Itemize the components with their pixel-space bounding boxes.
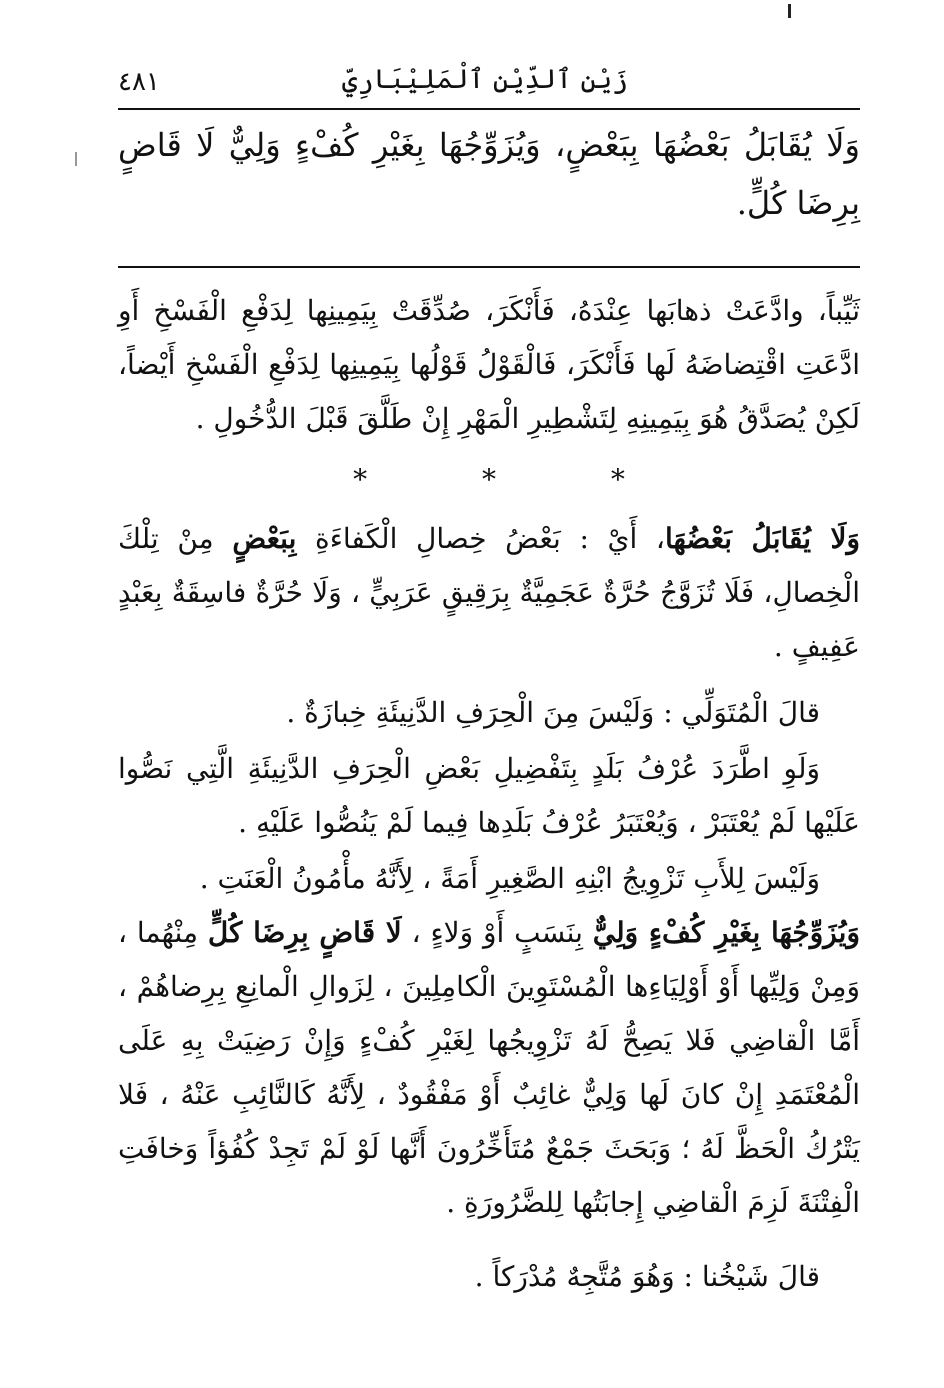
quoted-matn: لَا قَاضٍ بِرِضَا كُلٍّ (207, 916, 402, 949)
separator-star: * (610, 463, 625, 496)
separator-star: * (482, 463, 496, 496)
commentary-text: قالَ شَيْخُنا : وَهُوَ مُتَّجِهٌ مُدْرَكاً . (474, 1260, 820, 1293)
commentary-text: مِنْ تِلْكَ الْخِصالِ، فَلَا تُزَوَّجُ حُرَّةٌ عَجَمِيَّةٌ بِرَقِيقٍ عَرَبِيٍّ ، وَلَا حُرَّةٌ فاسِقَةٌ بِعَبْدٍ عَفِيفٍ . (118, 522, 860, 663)
commentary-text-block (118, 512, 860, 674)
commentary-text: وَلَيْسَ لِلأَبِ تَزْوِيجُ ابْنِهِ الصَّغِيرِ أَمَةً ، لِأَنَّهُ مأْمُونُ الْعَنَتِ . (199, 862, 820, 895)
commentary-text: قالَ الْمُتَوَلِّي : وَلَيْسَ مِنَ الْحِرَفِ الدَّنِيئَةِ خِبازَةٌ . (286, 696, 820, 729)
quoted-matn: وَلَا يُقَابَلُ بَعْضُهَا (664, 522, 861, 555)
commentary-paragraph-7 (118, 1250, 860, 1304)
commentary-text: ، أَيْ : بَعْضُ خِصالِ الْكَفاءَةِ (296, 522, 665, 555)
commentary-text: ثَيِّباً، وادَّعَتْ ذهابَها عِنْدَهُ، فَأَنْكَرَ، صُدِّقَتْ بِيَمِينِها لِدَفْعِ الْفَسْخِ أَوِ ادَّعَتِ اقْتِضاضَهُ لَها فَأَنْكَرَ، فَالْقَوْلُ قَوْلُها بِيَمِينِها لِدَفْعِ الْفَسْخِ أَيْضاً، لَكِنْ يُصَدَّقُ هُوَ بِيَمِينِهِ لِتَشْطِيرِ الْمَهْرِ إِنْ طَلَّقَ قَبْلَ الدُّخُولِ . (118, 294, 860, 435)
margin-mark (75, 152, 77, 166)
section-separator (118, 462, 860, 498)
commentary-text: بِنَسَبٍ أَوْ وَلاءٍ ، (401, 916, 593, 949)
page-edge-mark (788, 4, 791, 18)
commentary-paragraph-6 (118, 906, 860, 1230)
commentary-paragraph-3 (118, 686, 860, 740)
separator-star: * (353, 463, 368, 496)
commentary-paragraph-5 (118, 852, 860, 906)
commentary-paragraph-4 (118, 742, 860, 850)
quoted-matn: بِبَعْضٍ (232, 522, 297, 555)
main-text: وَلَا يُقَابَلُ بَعْضُهَا بِبَعْضٍ، وَيُزَوِّجُهَا بِغَيْرِ كُفْءٍ وَلِيٌّ لَا قَاضٍ بِرِضَا كُلٍّ. (118, 126, 860, 222)
commentary-divider (118, 266, 860, 268)
commentary-paragraph-2 (118, 512, 860, 674)
header-title: زَيْنِ ٱلدِّيْنِ ٱلْمَلِيْبَارِيِّ (341, 64, 628, 95)
commentary-text: وَلَوِ اطَّرَدَ عُرْفُ بَلَدٍ بِتَفْضِيلِ بَعْضِ الْحِرَفِ الدَّنِيئَةِ الَّتِي نَصُّوا عَلَيْها لَمْ يُعْتَبَرْ ، وَيُعْتَبَرُ عُرْفُ بَلَدِها فِيما لَمْ يَنُصُّوا عَلَيْهِ . (118, 752, 860, 839)
page-number: ٤٨١ (118, 67, 160, 97)
header-rule (118, 108, 860, 110)
commentary-text: مِنْهُما ، وَمِنْ وَلِيِّها أَوْ أَوْلِيَاءِها الْمُسْتَوِينَ الْكامِلِينَ ، لِزَوالِ الْمانِعِ بِرِضاهُمْ ، أَمَّا الْقاضِي فَلا يَصِحُّ لَهُ تَزْوِيجُها لِغَيْرِ كُفْءٍ وَإِنْ رَضِيَتْ بِهِ عَلَى الْمُعْتَمَدِ إِنْ كانَ لَها وَلِيٌّ غائِبٌ أَوْ مَفْقُودٌ ، لِأَنَّهُ كَالنَّائِبِ عَنْهُ ، فَلا يَتْرُكُ الْحَظَّ لَهُ ؛ وَبَحَثَ جَمْعٌ مُتَأَخِّرُونَ أَنَّها لَوْ لَمْ تَجِدْ كُفُؤاً وَخافَتِ الْفِتْنَةَ لَزِمَ الْقاضِي إِجابَتُها لِلضَّرُورَةِ . (118, 916, 860, 1219)
commentary-text-block (118, 906, 860, 1230)
commentary-paragraph-1 (118, 284, 860, 446)
running-header (118, 52, 860, 110)
quoted-matn: وَيُزَوِّجُهَا بِغَيْرِ كُفْءٍ وَلِيٌّ (592, 916, 860, 949)
